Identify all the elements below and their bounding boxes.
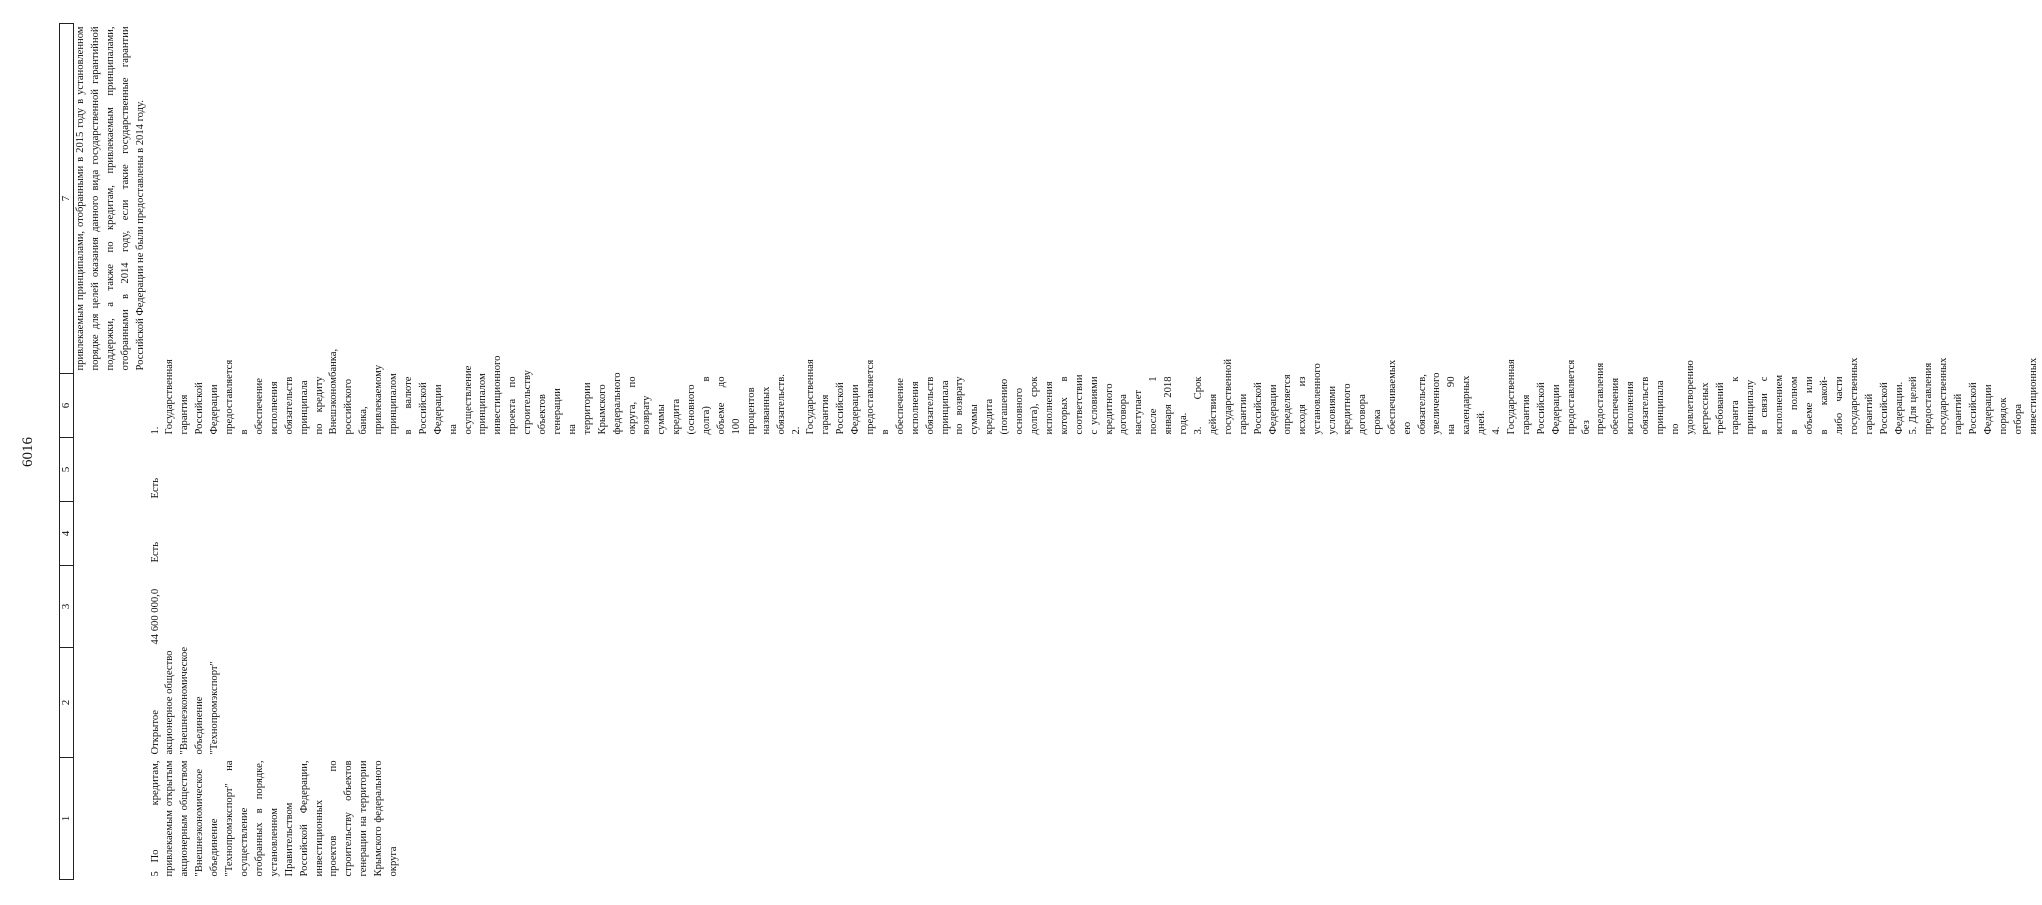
continuation-empty (74, 374, 149, 880)
table-row (149, 24, 2042, 880)
condition-paragraph: 1. Государственная гарантия Российской Федерации предоставляется в обеспечение исполнения обязательств принципала по кредиту Внешэкономбанка, российского банка, привлекаемому принципалом в валюте Российской Федерации на осуществление принципалом инвестиционного проекта по строительству объектов генерации на территории Крымского федерального округа, по возврату суммы кредита (основного долга) в объеме до 100 процентов названных обязательств. (149, 348, 787, 435)
row-principal: Открытое акционерное общество "Внешнеэкономическое объединение "Технопромэкспорт" (149, 646, 221, 755)
continuation-text: привлекаемым принципалами, отобранными в 2015 году в установленном порядке для целей оказания данного вида государственной гарантийной поддержки, а также по кредитам, привлекаемым принципалами, отобранными в 2014 году, если такие государственные гарантии Российской Федерации не были предоставлены в 2014 году. (75, 26, 146, 371)
header-col-5: 5 (60, 438, 74, 502)
condition-paragraph: 2. Государственная гарантия Российской Федерации предоставляется в обеспечение исполнения обязательств принципала по возврату суммы кредита (погашению основного долга), срок исполнения которых в соответствии с условиями кредитного договора наступает после 1 января 2018 года. (790, 359, 1190, 435)
header-col-1: 1 (60, 758, 74, 880)
row-risk-analysis: Есть (149, 477, 161, 499)
header-row (60, 24, 74, 880)
condition-paragraph: 3. Срок действия государственной гарантии Российской Федерации определяется исходя из установленного условиями кредитного договора срока обеспечиваемых ею обязательств, увеличенного на 90 календарных дней. (1192, 358, 1488, 435)
condition-paragraph: 4. Государственная гарантия Российской Федерации предоставляется без предоставления обеспечения исполнения обязательств принципала по удовлетворению регрессных требований гаранта к принципалу в связи с исполнением в полном объеме или в какой-либо части государственных гарантий Российской Федерации. (1491, 357, 1905, 435)
header-col-2: 2 (60, 648, 74, 758)
page-number: 6016 (20, 437, 36, 467)
row-amount: 44 600 000,0 (149, 588, 161, 645)
row-number: 5 (149, 871, 161, 877)
header-col-3: 3 (60, 566, 74, 648)
header-col-4: 4 (60, 502, 74, 566)
guarantee-table (59, 23, 2042, 880)
row-description: По кредитам, привлекаемым открытым акционерным обществом "Внешнеэкономическое объединение "Технопромэкспорт" на осуществление отобранных в порядке, установленном Правительством Российской Федерации, инвестиционных проектов по строительству объектов генерации на территории Крымского федерального округа (149, 760, 400, 877)
continuation-row (74, 24, 149, 880)
row-recourse: Есть (149, 541, 161, 563)
header-col-7: 7 (60, 24, 74, 374)
header-col-6: 6 (60, 374, 74, 438)
row-conditions (149, 348, 2042, 438)
condition-paragraph: 5. Для целей предоставления государственных гарантий Российской Федерации порядок отбора инвестиционных (1908, 357, 2039, 435)
rotated-page (10, 12, 2039, 892)
row-description-cell (149, 758, 2042, 880)
